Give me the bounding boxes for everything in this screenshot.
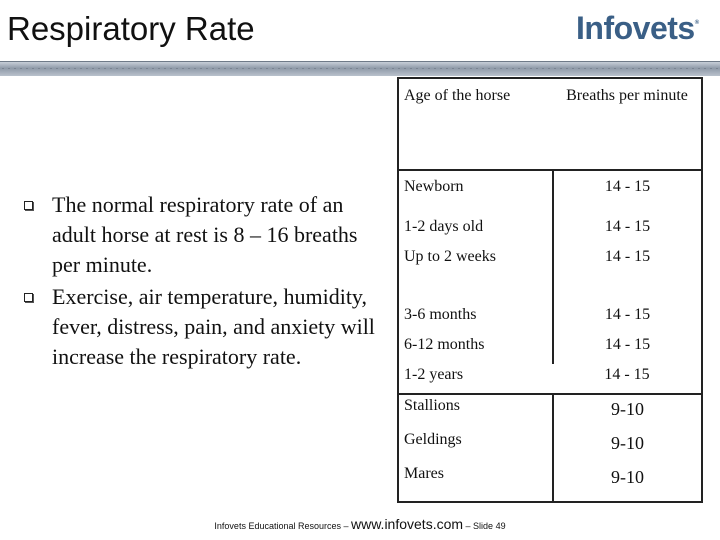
bullet-text: Exercise, air temperature, humidity, fever, distress, pain, and anxiety will increase the respiratory rate. <box>52 284 375 369</box>
rate-cell: 9-10 <box>611 433 644 453</box>
table-row <box>398 170 702 216</box>
header-age: Age of the horse <box>398 78 553 170</box>
table-header-row <box>398 78 702 170</box>
footer-slide-number: – Slide 49 <box>463 521 506 531</box>
table-row <box>398 334 702 364</box>
footer-url: www.infovets.com <box>351 516 464 532</box>
header-bar-pattern <box>0 67 720 70</box>
respiratory-rate-table <box>397 77 703 503</box>
table-row <box>398 463 702 502</box>
age-cell: Stallions <box>398 394 553 429</box>
age-cell: Up to 2 weeks <box>398 246 553 304</box>
table-row <box>398 246 702 304</box>
rate-cell: 9-10 <box>611 467 644 487</box>
rate-cell: 14 - 15 <box>604 178 651 195</box>
rate-cell: 14 - 15 <box>604 306 651 323</box>
age-cell: Newborn <box>398 170 553 216</box>
logo-text: Infovets <box>576 10 695 46</box>
slide-title: Respiratory Rate <box>7 10 255 47</box>
rate-cell: 14 - 15 <box>553 364 702 394</box>
registered-mark: ® <box>694 20 699 26</box>
rate-cell: 9-10 <box>611 399 644 419</box>
bullet-item <box>24 282 376 372</box>
infovets-logo <box>576 10 699 47</box>
age-cell: 1-2 days old <box>398 216 553 246</box>
age-cell: 6-12 months <box>398 334 553 364</box>
table-row <box>398 304 702 334</box>
bullet-text: The normal respiratory rate of an adult horse at rest is 8 – 16 breaths per minute. <box>52 192 358 277</box>
bullet-item <box>24 190 376 280</box>
table-row <box>398 394 702 429</box>
square-bullet-icon <box>24 201 33 210</box>
table-row <box>398 364 702 394</box>
rate-cell: 14 - 15 <box>604 218 651 235</box>
header-rate: Breaths per minute <box>553 78 702 170</box>
table-row <box>398 429 702 463</box>
header-bar <box>0 61 720 76</box>
square-bullet-icon <box>24 293 33 302</box>
rate-cell: 14 - 15 <box>604 248 651 265</box>
rate-cell: 14 - 15 <box>604 336 651 353</box>
age-cell: Geldings <box>398 429 553 463</box>
footer-prefix: Infovets Educational Resources – <box>214 521 351 531</box>
age-cell: 3-6 months <box>398 304 553 334</box>
age-cell: Mares <box>398 463 553 502</box>
slide-footer <box>0 516 720 532</box>
age-cell: 1-2 years <box>398 364 553 394</box>
bullet-list <box>24 190 376 374</box>
table-row <box>398 216 702 246</box>
